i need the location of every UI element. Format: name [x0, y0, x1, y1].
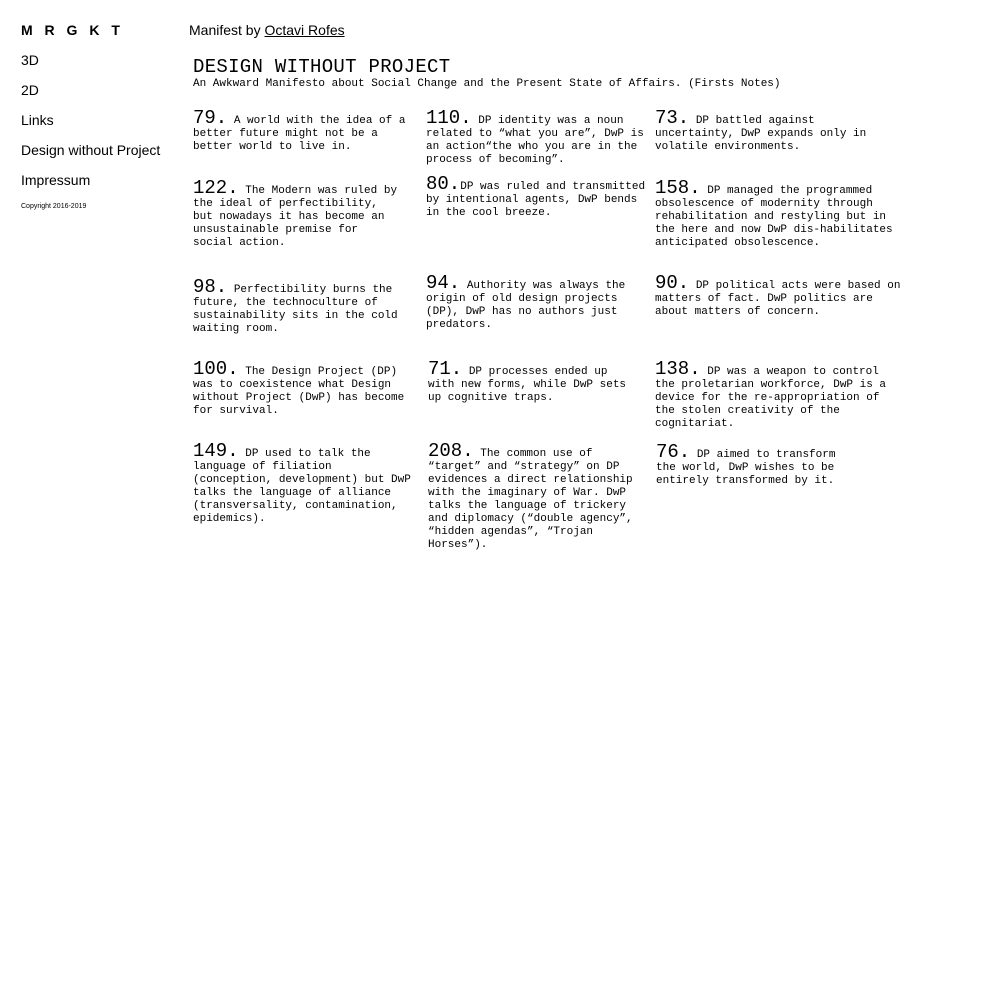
- item-number: 110.: [426, 107, 472, 129]
- document-subtitle: An Awkward Manifesto about Social Change and the Present State of Affairs. (Firsts Notes): [193, 78, 781, 90]
- item-number: 76.: [656, 441, 691, 463]
- item-text: DP used to talk the language of filiation (conception, development) but DwP talks the language of alliance (transversality, contamination, epidemics).: [193, 448, 411, 525]
- manifesto-item: [428, 358, 640, 405]
- item-text: A world with the idea of a better future might not be a better world to live in.: [193, 115, 406, 153]
- item-number: 149.: [193, 440, 239, 462]
- copyright-text: Copyright 2016-2019: [21, 203, 87, 210]
- manifesto-item: [193, 276, 398, 336]
- nav-link-3d[interactable]: 3D: [21, 52, 39, 68]
- item-number: 100.: [193, 358, 239, 380]
- item-text: DP aimed to transform the world, DwP wishes to be entirely transformed by it.: [656, 449, 836, 487]
- document-title: DESIGN WITHOUT PROJECT: [193, 56, 451, 78]
- item-number: 73.: [655, 107, 690, 129]
- sidebar: [21, 22, 171, 211]
- manifesto-item: [426, 272, 648, 332]
- manifesto-item: [426, 173, 648, 220]
- manifesto-item: [193, 440, 411, 526]
- manifesto-item: [656, 441, 861, 488]
- nav-link-2d[interactable]: 2D: [21, 82, 39, 98]
- item-number: 79.: [193, 107, 228, 129]
- item-text: DP political acts were based on matters of fact. DwP politics are about matters of concern.: [655, 280, 901, 318]
- author-link[interactable]: Octavi Rofes: [264, 22, 345, 38]
- manifesto-item: [193, 358, 421, 418]
- nav-link-links[interactable]: Links: [21, 112, 54, 128]
- nav-link-impressum[interactable]: Impressum: [21, 172, 91, 188]
- item-number: 94.: [426, 272, 461, 294]
- manifesto-item: [426, 107, 648, 167]
- item-number: 98.: [193, 276, 228, 298]
- manifesto-item: [655, 107, 900, 154]
- manifest-byline: [189, 22, 345, 38]
- item-text: DP identity was a noun related to “what you are”, DwP is an action“the who you are in the process of becoming”.: [426, 115, 644, 166]
- manifesto-item: [655, 358, 903, 431]
- item-number: 71.: [428, 358, 463, 380]
- item-number: 122.: [193, 177, 239, 199]
- item-text: DP processes ended up with new forms, while DwP sets up cognitive traps.: [428, 366, 627, 404]
- item-text: The common use of “target” and “strategy” on DP evidences a direct relationship with the imaginary of War. DwP talks the language of trickery and diplomacy (“double agency”, “hidden agendas”, “Trojan Horses”).: [428, 448, 633, 551]
- item-number: 158.: [655, 177, 701, 199]
- item-text: Authority was always the origin of old design projects (DP), DwP has no authors just predators.: [426, 280, 626, 331]
- item-number: 90.: [655, 272, 690, 294]
- nav-link-design-without-project[interactable]: Design without Project: [21, 142, 161, 158]
- manifesto-item: [428, 440, 650, 552]
- manifesto-item: [193, 107, 415, 154]
- item-text: DP was a weapon to control the proletarian workforce, DwP is a device for the re-appropriation of the stolen creativity of the cognitariat.: [655, 366, 887, 430]
- manifesto-item: [193, 177, 401, 250]
- item-text: DP managed the programmed obsolescence of modernity through rehabilitation and restyling but in the here and now DwP dis-habilitates anticipated obsolescence.: [655, 185, 893, 249]
- item-number: 208.: [428, 440, 474, 462]
- item-number: 80.: [426, 173, 461, 195]
- manifesto-item: [655, 177, 903, 250]
- site-logo[interactable]: M R G K T: [21, 22, 124, 38]
- item-text: The Modern was ruled by the ideal of perfectibility, but nowadays it has become an unsustainable premise for social action.: [193, 185, 398, 249]
- item-text: Perfectibility burns the future, the technoculture of sustainability sits in the cold waiting room.: [193, 284, 398, 335]
- manifesto-item: [655, 272, 903, 319]
- byline-prefix: Manifest by: [189, 22, 265, 38]
- item-text: The Design Project (DP) was to coexistence what Design without Project (DwP) has become for survival.: [193, 366, 405, 417]
- item-number: 138.: [655, 358, 701, 380]
- item-text: DP was ruled and transmitted by intentional agents, DwP bends in the cool breeze.: [426, 181, 646, 219]
- item-text: DP battled against uncertainty, DwP expands only in volatile environments.: [655, 115, 867, 153]
